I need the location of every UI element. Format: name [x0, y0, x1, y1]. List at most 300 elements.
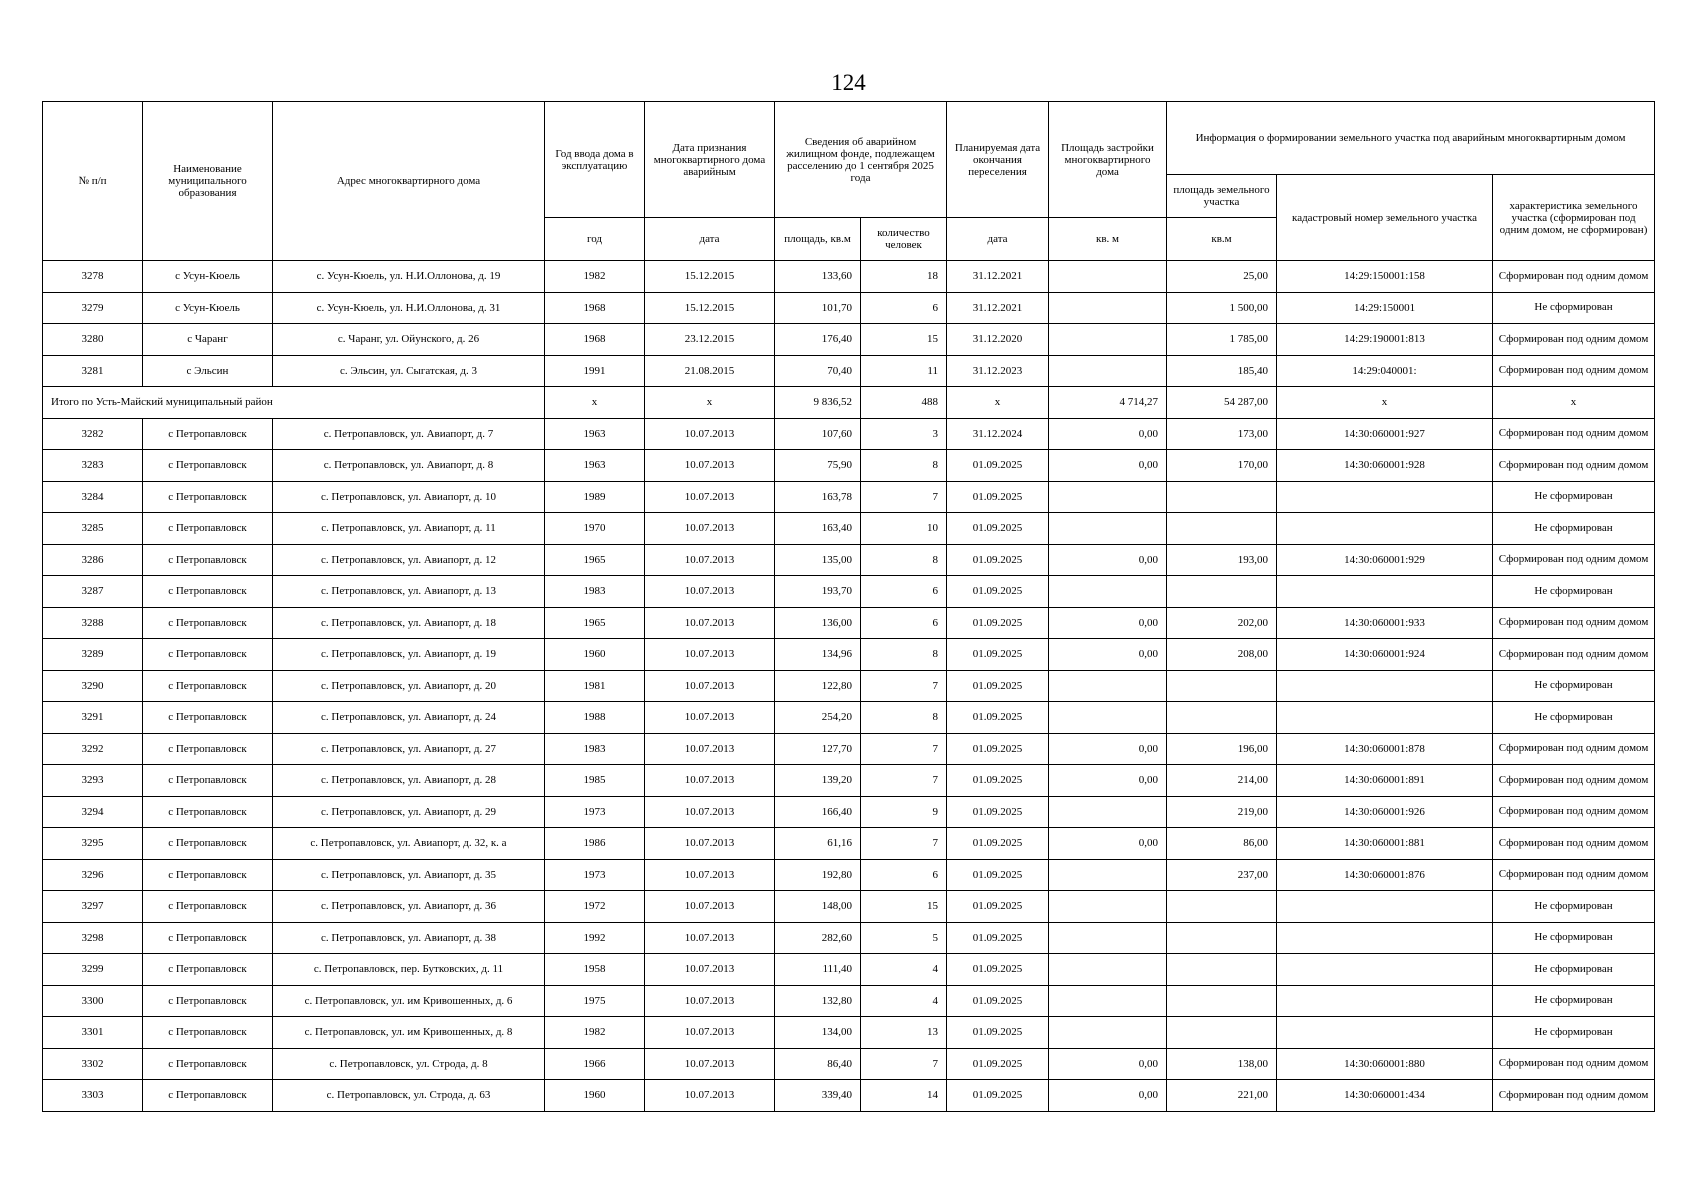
cell-area: 61,16 [775, 828, 861, 860]
cell-num: 3286 [43, 544, 143, 576]
cell-footprint [1049, 576, 1167, 608]
cell-land-area [1167, 922, 1277, 954]
table-row [43, 324, 1655, 356]
cell-land-status: Не сформирован [1493, 292, 1655, 324]
cell-people: 8 [861, 702, 947, 734]
cell-land-status: Не сформирован [1493, 985, 1655, 1017]
cell-address: с. Петропавловск, ул. Авиапорт, д. 7 [273, 418, 545, 450]
cell-footprint: 0,00 [1049, 607, 1167, 639]
cell-land-area [1167, 985, 1277, 1017]
cell-address: с. Усун-Кюель, ул. Н.И.Оллонова, д. 19 [273, 261, 545, 293]
cell-land-area [1167, 1017, 1277, 1049]
cell-year: 1986 [545, 828, 645, 860]
cell-cadastral [1277, 576, 1493, 608]
cell-num: 3291 [43, 702, 143, 734]
cell-address: с. Петропавловск, ул. Авиапорт, д. 18 [273, 607, 545, 639]
cell-municipality: с Петропавловск [143, 607, 273, 639]
cell-municipality: с Усун-Кюель [143, 261, 273, 293]
cell-footprint: 0,00 [1049, 765, 1167, 797]
cell-people: 18 [861, 261, 947, 293]
cell-people: 6 [861, 607, 947, 639]
cell-people: 6 [861, 576, 947, 608]
cell-num: 3282 [43, 418, 143, 450]
cell-address: с. Петропавловск, ул. Авиапорт, д. 32, к. а [273, 828, 545, 860]
cell-address: с. Петропавловск, пер. Бутковских, д. 11 [273, 954, 545, 986]
cell-municipality: с Петропавловск [143, 891, 273, 923]
table-row [43, 639, 1655, 671]
cell-land-status: Сформирован под одним домом [1493, 828, 1655, 860]
cell-footprint [1049, 985, 1167, 1017]
cell-municipality: с Эльсин [143, 355, 273, 387]
cell-land-area [1167, 481, 1277, 513]
cell-municipality: с Петропавловск [143, 639, 273, 671]
table-row [43, 954, 1655, 986]
cell-cadastral: 14:29:150001 [1277, 292, 1493, 324]
cell-municipality: с Петропавловск [143, 1080, 273, 1112]
cell-num: 3278 [43, 261, 143, 293]
cell-cadastral: 14:30:060001:933 [1277, 607, 1493, 639]
cell-address: с. Петропавловск, ул. Авиапорт, д. 27 [273, 733, 545, 765]
cell-land-status: Сформирован под одним домом [1493, 607, 1655, 639]
cell-people: 8 [861, 639, 947, 671]
cell-num: 3283 [43, 450, 143, 482]
cell-year: 1958 [545, 954, 645, 986]
cell-num: 3299 [43, 954, 143, 986]
header-cadastral: кадастровый номер земельного участка [1277, 175, 1493, 261]
table-row [43, 985, 1655, 1017]
cell-address: с. Петропавловск, ул. Авиапорт, д. 36 [273, 891, 545, 923]
cell-people: 10 [861, 513, 947, 545]
cell-area: 132,80 [775, 985, 861, 1017]
cell-num: 3296 [43, 859, 143, 891]
cell-cadastral: 14:30:060001:881 [1277, 828, 1493, 860]
cell-municipality: с Петропавловск [143, 985, 273, 1017]
cell-declared-date: 10.07.2013 [645, 544, 775, 576]
cell-cadastral [1277, 954, 1493, 986]
cell-people: 15 [861, 891, 947, 923]
cell-area: 139,20 [775, 765, 861, 797]
cell-area: 122,80 [775, 670, 861, 702]
cell-planned-end: 01.09.2025 [947, 702, 1049, 734]
cell-people: 6 [861, 859, 947, 891]
cell-municipality: с Петропавловск [143, 828, 273, 860]
cell-land-status: Не сформирован [1493, 1017, 1655, 1049]
cell-planned-end: 01.09.2025 [947, 544, 1049, 576]
cell-address: с. Петропавловск, ул. Строда, д. 8 [273, 1048, 545, 1080]
cell-footprint: 0,00 [1049, 450, 1167, 482]
cell-cadastral: 14:30:060001:924 [1277, 639, 1493, 671]
table-row [43, 828, 1655, 860]
cell-planned-end: 01.09.2025 [947, 670, 1049, 702]
cell-declared-date: 10.07.2013 [645, 922, 775, 954]
header-land-status: характеристика земельного участка (сформирован под одним домом, не сформирован) [1493, 175, 1655, 261]
cell-people: 8 [861, 450, 947, 482]
cell-land-area [1167, 513, 1277, 545]
cell-footprint [1049, 954, 1167, 986]
cell-declared-date: 15.12.2015 [645, 261, 775, 293]
cell-cadastral: 14:30:060001:434 [1277, 1080, 1493, 1112]
cell-declared-date: 10.07.2013 [645, 576, 775, 608]
cell-people: 5 [861, 922, 947, 954]
cell-land-status: Сформирован под одним домом [1493, 733, 1655, 765]
cell-area: 136,00 [775, 607, 861, 639]
cell-declared-date: 10.07.2013 [645, 954, 775, 986]
cell-area: 70,40 [775, 355, 861, 387]
cell-land-area [1167, 702, 1277, 734]
cell-people: 11 [861, 355, 947, 387]
cell-land-area: 173,00 [1167, 418, 1277, 450]
table-row [43, 355, 1655, 387]
cell-num: 3300 [43, 985, 143, 1017]
cell-year: 1972 [545, 891, 645, 923]
header-footprint: Площадь застройки многоквартирного дома [1049, 102, 1167, 218]
cell-planned-end: 01.09.2025 [947, 765, 1049, 797]
cell-municipality: с Петропавловск [143, 418, 273, 450]
table-row [43, 607, 1655, 639]
cell-num: 3279 [43, 292, 143, 324]
cell-address: с. Петропавловск, ул. Авиапорт, д. 24 [273, 702, 545, 734]
cell-people: 7 [861, 481, 947, 513]
cell-declared-date: 10.07.2013 [645, 513, 775, 545]
cell-people: 488 [861, 387, 947, 419]
cell-land-area [1167, 891, 1277, 923]
cell-land-area: 214,00 [1167, 765, 1277, 797]
cell-footprint [1049, 355, 1167, 387]
cell-planned-end: 01.09.2025 [947, 607, 1049, 639]
cell-num: 3284 [43, 481, 143, 513]
cell-address: с. Петропавловск, ул. Авиапорт, д. 8 [273, 450, 545, 482]
cell-planned-end: 01.09.2025 [947, 733, 1049, 765]
cell-municipality: с Петропавловск [143, 733, 273, 765]
cell-declared-date: 23.12.2015 [645, 324, 775, 356]
table-row [43, 418, 1655, 450]
cell-num: 3281 [43, 355, 143, 387]
cell-land-status: Не сформирован [1493, 891, 1655, 923]
cell-people: 4 [861, 954, 947, 986]
cell-num: 3287 [43, 576, 143, 608]
cell-year: 1988 [545, 702, 645, 734]
cell-footprint: 0,00 [1049, 639, 1167, 671]
cell-declared-date: 10.07.2013 [645, 765, 775, 797]
cell-land-area: 196,00 [1167, 733, 1277, 765]
cell-address: с. Петропавловск, ул. им Кривошенных, д. 6 [273, 985, 545, 1017]
cell-year: 1965 [545, 607, 645, 639]
cell-num: 3301 [43, 1017, 143, 1049]
cell-area: 166,40 [775, 796, 861, 828]
header-land-area: площадь земельного участка [1167, 175, 1277, 218]
cell-num: 3294 [43, 796, 143, 828]
cell-municipality: с Петропавловск [143, 513, 273, 545]
cell-year: 1983 [545, 733, 645, 765]
cell-municipality: с Петропавловск [143, 450, 273, 482]
page-number: 124 [831, 70, 866, 95]
cell-planned-end: 01.09.2025 [947, 796, 1049, 828]
cell-footprint [1049, 261, 1167, 293]
cell-address: с. Петропавловск, ул. им Кривошенных, д. 8 [273, 1017, 545, 1049]
cell-land-area: 185,40 [1167, 355, 1277, 387]
cell-area: 254,20 [775, 702, 861, 734]
cell-municipality: с Петропавловск [143, 670, 273, 702]
cell-address: с. Петропавловск, ул. Авиапорт, д. 11 [273, 513, 545, 545]
cell-planned-end: 01.09.2025 [947, 985, 1049, 1017]
cell-land-status: Сформирован под одним домом [1493, 1048, 1655, 1080]
cell-planned-end: 01.09.2025 [947, 513, 1049, 545]
cell-land-area: 1 500,00 [1167, 292, 1277, 324]
cell-address: с. Чаранг, ул. Ойунского, д. 26 [273, 324, 545, 356]
cell-planned-end: 31.12.2021 [947, 261, 1049, 293]
unit-year: год [545, 218, 645, 261]
cell-declared-date: 10.07.2013 [645, 1017, 775, 1049]
cell-cadastral: 14:29:190001:813 [1277, 324, 1493, 356]
cell-declared-date: 10.07.2013 [645, 702, 775, 734]
cell-land-status: Не сформирован [1493, 954, 1655, 986]
cell-area: 193,70 [775, 576, 861, 608]
cell-year: 1991 [545, 355, 645, 387]
cell-cadastral [1277, 891, 1493, 923]
cell-land-area: 54 287,00 [1167, 387, 1277, 419]
cell-people: 3 [861, 418, 947, 450]
cell-land-area: 1 785,00 [1167, 324, 1277, 356]
cell-municipality: с Петропавловск [143, 796, 273, 828]
table-row [43, 450, 1655, 482]
cell-cadastral: x [1277, 387, 1493, 419]
cell-year: 1992 [545, 922, 645, 954]
table-row [43, 544, 1655, 576]
cell-municipality: с Петропавловск [143, 481, 273, 513]
cell-address: с. Петропавловск, ул. Строда, д. 63 [273, 1080, 545, 1112]
cell-municipality: с Петропавловск [143, 1048, 273, 1080]
cell-municipality: с Чаранг [143, 324, 273, 356]
header-num: № п/п [43, 102, 143, 261]
cell-municipality: с Усун-Кюель [143, 292, 273, 324]
cell-land-status: Сформирован под одним домом [1493, 355, 1655, 387]
cell-declared-date: 10.07.2013 [645, 670, 775, 702]
cell-area: 101,70 [775, 292, 861, 324]
cell-num: 3288 [43, 607, 143, 639]
cell-planned-end: 31.12.2020 [947, 324, 1049, 356]
cell-year: 1973 [545, 859, 645, 891]
cell-cadastral: 14:30:060001:876 [1277, 859, 1493, 891]
cell-area: 134,00 [775, 1017, 861, 1049]
cell-declared-date: 10.07.2013 [645, 1048, 775, 1080]
cell-num: 3302 [43, 1048, 143, 1080]
cell-num: 3289 [43, 639, 143, 671]
table-body [43, 261, 1655, 1112]
table-row [43, 859, 1655, 891]
cell-land-status: Не сформирован [1493, 481, 1655, 513]
cell-year: x [545, 387, 645, 419]
table-row [43, 1017, 1655, 1049]
cell-area: 163,78 [775, 481, 861, 513]
cell-address: с. Петропавловск, ул. Авиапорт, д. 35 [273, 859, 545, 891]
cell-num: 3285 [43, 513, 143, 545]
cell-area: 339,40 [775, 1080, 861, 1112]
cell-cadastral [1277, 670, 1493, 702]
cell-people: 7 [861, 1048, 947, 1080]
header-municipality: Наименование муниципального образования [143, 102, 273, 261]
cell-area: 133,60 [775, 261, 861, 293]
cell-area: 135,00 [775, 544, 861, 576]
cell-address: с. Петропавловск, ул. Авиапорт, д. 10 [273, 481, 545, 513]
cell-area: 148,00 [775, 891, 861, 923]
cell-footprint [1049, 922, 1167, 954]
cell-land-status: Сформирован под одним домом [1493, 261, 1655, 293]
cell-land-status: Не сформирован [1493, 576, 1655, 608]
cell-municipality: с Петропавловск [143, 922, 273, 954]
cell-land-status: Не сформирован [1493, 513, 1655, 545]
total-row [43, 387, 1655, 419]
cell-footprint: 0,00 [1049, 1048, 1167, 1080]
cell-municipality: с Петропавловск [143, 954, 273, 986]
cell-land-status: Сформирован под одним домом [1493, 450, 1655, 482]
cell-address: с. Усун-Кюель, ул. Н.И.Оллонова, д. 31 [273, 292, 545, 324]
cell-land-area: 193,00 [1167, 544, 1277, 576]
cell-cadastral [1277, 481, 1493, 513]
cell-planned-end: 01.09.2025 [947, 922, 1049, 954]
unit-people: количество человек [861, 218, 947, 261]
cell-land-area: 237,00 [1167, 859, 1277, 891]
cell-footprint [1049, 513, 1167, 545]
table-row [43, 576, 1655, 608]
unit-sqm-land: кв.м [1167, 218, 1277, 261]
cell-municipality: с Петропавловск [143, 544, 273, 576]
cell-land-area [1167, 670, 1277, 702]
cell-declared-date: 10.07.2013 [645, 796, 775, 828]
cell-area: 111,40 [775, 954, 861, 986]
cell-year: 1963 [545, 418, 645, 450]
cell-declared-date: 10.07.2013 [645, 450, 775, 482]
cell-address: с. Петропавловск, ул. Авиапорт, д. 38 [273, 922, 545, 954]
cell-address: с. Петропавловск, ул. Авиапорт, д. 12 [273, 544, 545, 576]
cell-footprint [1049, 1017, 1167, 1049]
cell-year: 1968 [545, 324, 645, 356]
cell-year: 1960 [545, 639, 645, 671]
cell-area: 86,40 [775, 1048, 861, 1080]
cell-year: 1963 [545, 450, 645, 482]
table-row [43, 922, 1655, 954]
cell-municipality: с Петропавловск [143, 859, 273, 891]
cell-planned-end: 01.09.2025 [947, 1080, 1049, 1112]
cell-cadastral: 14:30:060001:878 [1277, 733, 1493, 765]
cell-land-area: 221,00 [1167, 1080, 1277, 1112]
cell-area: 75,90 [775, 450, 861, 482]
cell-people: 7 [861, 670, 947, 702]
header-land-info: Информация о формировании земельного участка под аварийным многоквартирным домом [1167, 102, 1655, 175]
cell-year: 1970 [545, 513, 645, 545]
unit-date: дата [645, 218, 775, 261]
cell-cadastral: 14:29:150001:158 [1277, 261, 1493, 293]
cell-land-status: Сформирован под одним домом [1493, 639, 1655, 671]
cell-municipality: с Петропавловск [143, 702, 273, 734]
cell-cadastral [1277, 513, 1493, 545]
cell-declared-date: 10.07.2013 [645, 481, 775, 513]
cell-footprint: 0,00 [1049, 733, 1167, 765]
table-row [43, 1048, 1655, 1080]
cell-declared-date: 10.07.2013 [645, 859, 775, 891]
cell-declared-date: 10.07.2013 [645, 828, 775, 860]
cell-cadastral [1277, 985, 1493, 1017]
cell-planned-end: x [947, 387, 1049, 419]
cell-land-area [1167, 576, 1277, 608]
table-row [43, 891, 1655, 923]
cell-address: с. Петропавловск, ул. Авиапорт, д. 20 [273, 670, 545, 702]
cell-year: 1985 [545, 765, 645, 797]
cell-cadastral: 14:30:060001:927 [1277, 418, 1493, 450]
cell-land-status: Сформирован под одним домом [1493, 765, 1655, 797]
unit-date-planned: дата [947, 218, 1049, 261]
cell-footprint: 0,00 [1049, 418, 1167, 450]
cell-cadastral [1277, 1017, 1493, 1049]
cell-address: с. Петропавловск, ул. Авиапорт, д. 29 [273, 796, 545, 828]
cell-num: 3293 [43, 765, 143, 797]
cell-land-area: 219,00 [1167, 796, 1277, 828]
cell-declared-date: 21.08.2015 [645, 355, 775, 387]
cell-planned-end: 01.09.2025 [947, 954, 1049, 986]
cell-cadastral [1277, 922, 1493, 954]
table-row [43, 1080, 1655, 1112]
cell-area: 176,40 [775, 324, 861, 356]
cell-land-status: Сформирован под одним домом [1493, 324, 1655, 356]
cell-num: 3297 [43, 891, 143, 923]
cell-land-area: 202,00 [1167, 607, 1277, 639]
cell-footprint: 0,00 [1049, 1080, 1167, 1112]
cell-footprint [1049, 481, 1167, 513]
cell-planned-end: 01.09.2025 [947, 450, 1049, 482]
cell-address: с. Эльсин, ул. Сыгатская, д. 3 [273, 355, 545, 387]
cell-area: 9 836,52 [775, 387, 861, 419]
header-year-built: Год ввода дома в эксплуатацию [545, 102, 645, 218]
cell-declared-date: 10.07.2013 [645, 985, 775, 1017]
cell-year: 1989 [545, 481, 645, 513]
cell-people: 7 [861, 828, 947, 860]
cell-cadastral: 14:30:060001:891 [1277, 765, 1493, 797]
cell-footprint [1049, 324, 1167, 356]
cell-cadastral: 14:30:060001:880 [1277, 1048, 1493, 1080]
cell-planned-end: 01.09.2025 [947, 828, 1049, 860]
cell-area: 107,60 [775, 418, 861, 450]
cell-land-area: 138,00 [1167, 1048, 1277, 1080]
cell-people: 8 [861, 544, 947, 576]
cell-land-area: 25,00 [1167, 261, 1277, 293]
unit-sqm-footprint: кв. м [1049, 218, 1167, 261]
cell-year: 1960 [545, 1080, 645, 1112]
cell-planned-end: 01.09.2025 [947, 1017, 1049, 1049]
cell-year: 1973 [545, 796, 645, 828]
table-row [43, 292, 1655, 324]
cell-planned-end: 01.09.2025 [947, 481, 1049, 513]
table-row [43, 796, 1655, 828]
cell-planned-end: 31.12.2024 [947, 418, 1049, 450]
cell-land-status: x [1493, 387, 1655, 419]
emergency-housing-table [42, 101, 1655, 1112]
cell-num: 3303 [43, 1080, 143, 1112]
table-row [43, 481, 1655, 513]
header-planned-end: Планируемая дата окончания переселения [947, 102, 1049, 218]
cell-land-status: Сформирован под одним домом [1493, 418, 1655, 450]
cell-municipality: с Петропавловск [143, 576, 273, 608]
cell-planned-end: 01.09.2025 [947, 891, 1049, 923]
cell-address: с. Петропавловск, ул. Авиапорт, д. 28 [273, 765, 545, 797]
cell-land-area: 86,00 [1167, 828, 1277, 860]
cell-planned-end: 31.12.2023 [947, 355, 1049, 387]
cell-land-status: Не сформирован [1493, 702, 1655, 734]
cell-year: 1968 [545, 292, 645, 324]
cell-declared-date: x [645, 387, 775, 419]
cell-planned-end: 01.09.2025 [947, 1048, 1049, 1080]
cell-num: 3290 [43, 670, 143, 702]
cell-municipality: с Петропавловск [143, 1017, 273, 1049]
cell-people: 9 [861, 796, 947, 828]
